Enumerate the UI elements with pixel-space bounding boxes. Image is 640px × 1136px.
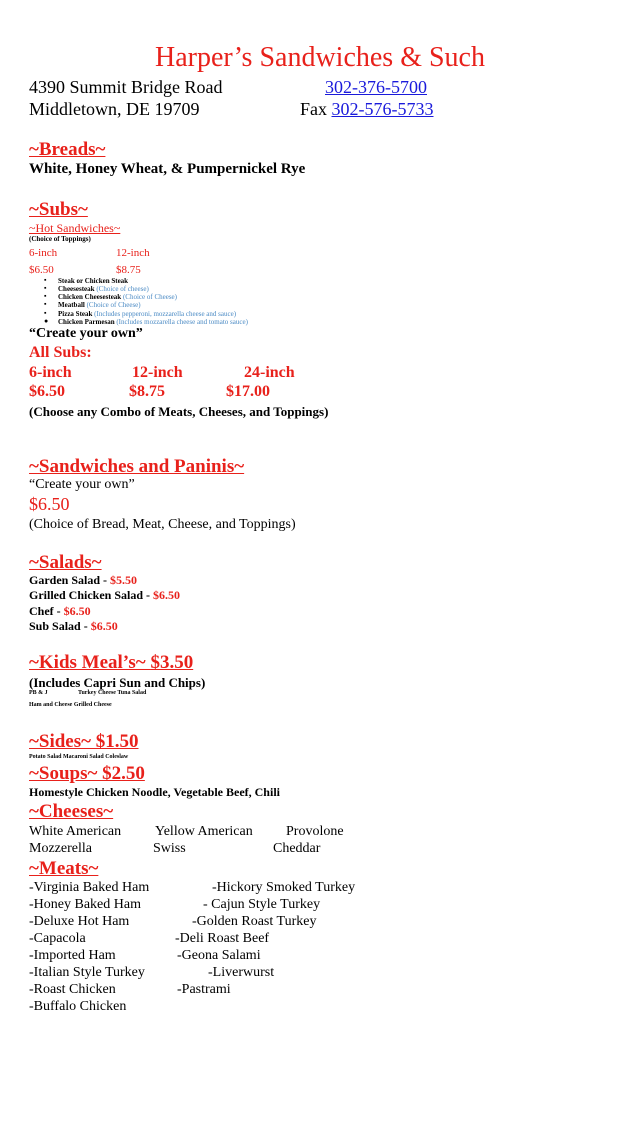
fax-link[interactable]: 302-576-5733 <box>331 99 434 119</box>
item-note: (Choice of cheese) <box>96 285 149 293</box>
sub-price-6: $6.50 <box>29 383 65 400</box>
hot-price-6: $6.50 <box>29 264 54 276</box>
fax-line <box>300 99 434 120</box>
meat-item: - Cajun Style Turkey <box>203 897 321 912</box>
meat-item: -Italian Style Turkey <box>29 965 145 980</box>
sub-size-12: 12-inch <box>132 364 183 381</box>
sub-price-24: $17.00 <box>226 383 270 400</box>
cheese-item: Swiss <box>153 841 186 856</box>
hot-size-6: 6-inch <box>29 247 58 259</box>
meat-item: -Deluxe Hot Ham <box>29 914 130 929</box>
sandwiches-heading: ~Sandwiches and Paninis~ <box>29 456 245 477</box>
item-name: Steak or Chicken Steak <box>58 277 129 285</box>
meat-item: -Geona Salami <box>177 948 261 963</box>
meats-heading: ~Meats~ <box>29 858 99 879</box>
meat-item: -Golden Roast Turkey <box>192 914 317 929</box>
meat-item: -Buffalo Chicken <box>29 999 127 1014</box>
meat-item: -Capacola <box>29 931 86 946</box>
sub-size-6: 6-inch <box>29 364 72 381</box>
list-item: Grilled Chicken Salad - $6.50 <box>29 588 181 602</box>
list-item: ▪ Meatball (Choice of Cheese) <box>44 300 141 309</box>
item-name: Chicken Cheesesteak <box>58 293 122 301</box>
meat-item: -Hickory Smoked Turkey <box>212 880 356 895</box>
meat-item: -Imported Ham <box>29 948 116 963</box>
list-item: Garden Salad - $5.50 <box>29 573 138 587</box>
phone-link[interactable]: 302-376-5700 <box>325 77 427 97</box>
hot-sandwiches-heading: ~Hot Sandwiches~ <box>29 221 121 235</box>
item-note: (Includes mozzarella cheese and tomato sauce) <box>116 318 248 326</box>
address-line-1: 4390 Summit Bridge Road <box>29 77 223 97</box>
item-note: (Choice of Cheese) <box>86 301 141 309</box>
list-item: Sub Salad - $6.50 <box>29 619 118 633</box>
sides-heading: ~Sides~ $1.50 <box>29 731 139 752</box>
cheese-item: White American <box>29 824 122 839</box>
sub-price-12: $8.75 <box>129 383 165 400</box>
address-line-2: Middletown, DE 19709 <box>29 99 200 119</box>
kids-items-row1: Turkey Cheese Tuna Salad <box>78 690 147 696</box>
item-name: Cheesesteak <box>58 285 95 293</box>
all-subs-label: All Subs: <box>29 344 92 361</box>
list-item: Chef - $6.50 <box>29 604 91 618</box>
cheese-item: Provolone <box>286 824 344 839</box>
price: $6.50 <box>90 619 118 633</box>
item-name: Meatball <box>58 301 85 309</box>
page-title: Harper’s Sandwiches & Such <box>155 42 485 73</box>
cheese-item: Yellow American <box>155 824 253 839</box>
kids-heading: ~Kids Meal’s~ $3.50 <box>29 652 194 673</box>
item-note: (Includes pepperoni, mozzarella cheese and sauce) <box>94 310 237 318</box>
subs-heading: ~Subs~ <box>29 199 88 220</box>
price: $6.50 <box>63 604 91 618</box>
fax-label: Fax <box>300 99 327 119</box>
cheese-item: Cheddar <box>273 841 321 856</box>
meat-item: -Virginia Baked Ham <box>29 880 150 895</box>
salads-heading: ~Salads~ <box>29 552 102 573</box>
list-item: ▪ Cheesesteak (Choice of cheese) <box>44 284 149 293</box>
kids-item-pbj: PB & J <box>29 690 48 696</box>
choice-of-toppings: (Choice of Toppings) <box>29 235 91 243</box>
cheese-item: Mozzerella <box>29 841 92 856</box>
kids-items-row2: Ham and Cheese Grilled Cheese <box>29 702 112 708</box>
item-name: Pizza Steak <box>58 310 93 318</box>
sides-list: Potato Salad Macaroni Salad Coleslaw <box>29 754 129 760</box>
list-item: ▪ Chicken Cheesesteak (Choice of Cheese) <box>44 292 177 301</box>
cheeses-heading: ~Cheeses~ <box>29 801 114 822</box>
list-item: ● Chicken Parmesan (Includes mozzarella cheese and tomato sauce) <box>44 317 248 326</box>
sandwich-note: (Choice of Bread, Meat, Cheese, and Toppings) <box>29 517 296 532</box>
meat-item: -Liverwurst <box>208 965 275 980</box>
breads-list: White, Honey Wheat, & Pumpernickel Rye <box>29 161 306 177</box>
meat-item: -Honey Baked Ham <box>29 897 141 912</box>
sandwich-price: $6.50 <box>29 494 70 514</box>
kids-price: $3.50 <box>150 652 194 673</box>
soups-list: Homestyle Chicken Noodle, Vegetable Beef, Chili <box>29 785 280 799</box>
kids-includes: (Includes Capri Sun and Chips) <box>29 675 206 690</box>
meat-item: -Pastrami <box>177 982 231 997</box>
price: $5.50 <box>110 573 138 587</box>
hot-size-12: 12-inch <box>116 247 150 259</box>
list-item: ▪ Steak or Chicken Steak <box>44 276 129 285</box>
meat-item: -Deli Roast Beef <box>175 931 270 946</box>
meat-item: -Roast Chicken <box>29 982 116 997</box>
sub-size-24: 24-inch <box>244 364 295 381</box>
price: $6.50 <box>153 588 181 602</box>
create-your-own-sandwich: “Create your own” <box>29 477 135 492</box>
item-name: Chicken Parmesan <box>58 318 115 326</box>
item-note: (Choice of Cheese) <box>122 293 177 301</box>
soups-heading: ~Soups~ $2.50 <box>29 763 145 784</box>
breads-heading: ~Breads~ <box>29 139 106 160</box>
create-your-own-sub: “Create your own” <box>29 326 143 341</box>
hot-price-12: $8.75 <box>116 264 141 276</box>
list-item: ▪ Pizza Steak (Includes pepperoni, mozzarella cheese and sauce) <box>44 309 237 318</box>
combo-note: (Choose any Combo of Meats, Cheeses, and Toppings) <box>29 404 329 419</box>
